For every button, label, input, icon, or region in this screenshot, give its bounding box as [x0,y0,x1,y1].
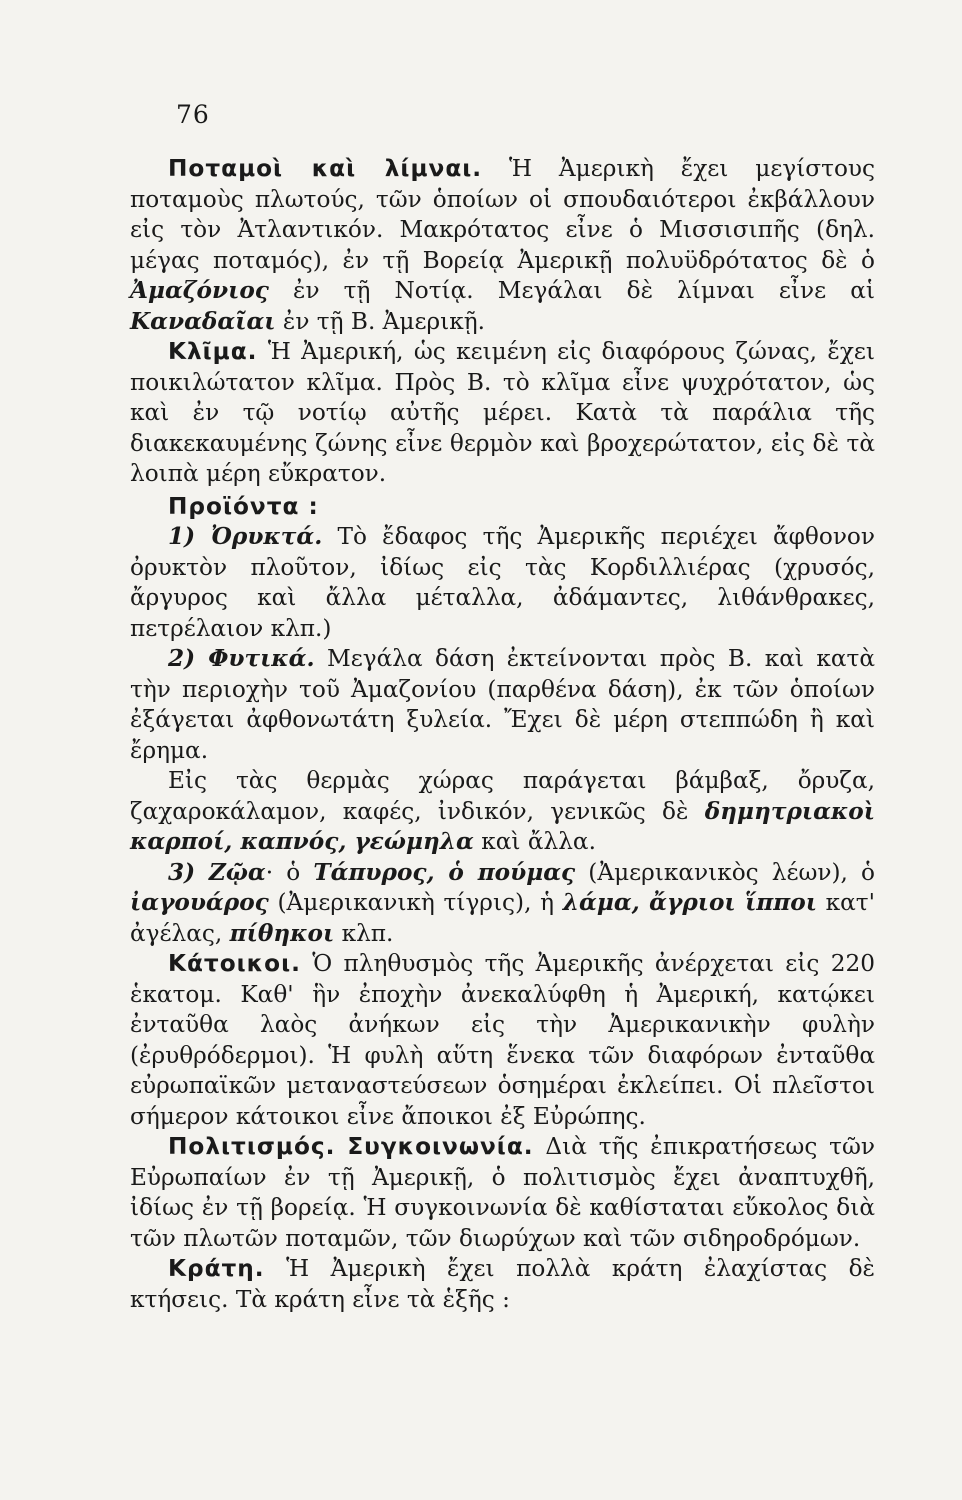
civilization-paragraph [130,1132,875,1254]
minerals-paragraph [130,522,875,644]
inhabitants-paragraph [130,949,875,1132]
civilization-heading: Πολιτισμός. [168,1133,336,1160]
states-text: Ἡ Ἀμερικὴ ἔχει πολλὰ κράτη ἐλαχίστας δὲ κτήσεις. Τὰ κράτη εἶνε τὰ ἑξῆς : [130,1255,875,1313]
states-heading: Κράτη. [168,1255,265,1282]
plants-text-2a: Εἰς τὰς θερμὰς χώρας παράγεται βάμβαξ, ὄρυζα, ζαχαροκάλαμον, καφές, ἰνδικόν, γενικῶς δὲ [130,767,875,825]
animals-text-2: (Ἀμερικανικὸς λέων), ὁ [575,858,875,886]
animals-emphasis-1: Τάπυρος, ὁ πούμας [313,858,576,886]
rivers-text-2: ἐν τῇ Νοτίᾳ. Μεγάλαι δὲ λίμναι εἶνε αἱ [268,277,875,304]
rivers-text-3: ἐν τῇ Β. Ἀμερικῇ. [275,307,485,335]
rivers-emphasis-amazon: Ἀμαζόνιος [130,277,269,304]
communication-heading: Συγκοινωνία. [347,1133,534,1160]
animals-emphasis-2: ἰαγουάρος [130,889,269,916]
plants-text: Μεγάλα δάση ἐκτείνονται πρὸς Β. καὶ κατὰ τὴν περιοχὴν τοῦ Ἀμαζονίου (παρθένα δάση), ἐκ τῶν ὁποίων ἐξάγεται ἀφθονωτάτη ξυλεία. Ἔχει δὲ μέρη στεππώδη ἢ καὶ ἔρημα. [130,645,875,764]
plants-paragraph-2 [130,766,875,858]
plants-label: 2) Φυτικά. [168,645,315,672]
rivers-text-1: Ἡ Ἀμερικὴ ἔχει μεγίστους ποταμοὺς πλωτούς, τῶν ὁποίων οἱ σπουδαιότεροι ἐκβάλλουν εἰς τὸν Ἀτλαντικόν. Μακρότατος εἶνε ὁ Μισσισιπῆς (δηλ. μέγας ποταμός), ἐν τῇ Βορείᾳ Ἀμερικῇ πολυϋδρότατος δὲ ὁ [130,155,875,274]
climate-text: Ἡ Ἀμερική, ὡς κειμένη εἰς διαφόρους ζώνας, ἔχει ποικιλώτατον κλῖμα. Πρὸς Β. τὸ κλῖμα εἶνε ψυχρότατον, ὡς καὶ ἐν τῷ νοτίῳ αὐτῆς μέρει. Κατὰ τὰ παράλια τῆς διακεκαυμένης ζώνης εἶνε θερμὸν καὶ βροχερώτατον, εἰς δὲ τὰ λοιπὰ μέρη εὔκρατον. [130,338,875,487]
animals-emphasis-3: λάμα, ἄγριοι ἵπποι [562,889,817,916]
plants-text-2b: καὶ ἄλλα. [473,828,596,855]
minerals-text: Τὸ ἔδαφος τῆς Ἀμερικῆς περιέχει ἄφθονον ὀρυκτὸν πλοῦτον, ἰδίως εἰς τὰς Κορδιλλιέρας (χρυσός, ἄργυρος καὶ ἄλλα μέταλλα, ἀδάμαντες, λιθάνθρακες, πετρέλαιον κλπ.) [130,523,875,642]
animals-text-5: κλπ. [334,919,394,947]
page-number: 76 [176,100,210,129]
animals-paragraph [130,858,875,950]
rivers-paragraph [130,154,875,337]
states-paragraph [130,1254,875,1315]
animals-text-1: · ὁ [265,858,314,886]
climate-paragraph [130,337,875,490]
plants-emphasis: δημητριακοὶ καρποί, καπνός, γεώμηλα [130,797,875,855]
products-heading-line [130,492,875,523]
plants-paragraph [130,644,875,766]
rivers-emphasis-lakes: Καναδαῖαι [130,307,276,335]
page-text [130,154,875,1315]
products-heading: Προϊόντα : [168,492,319,520]
animals-emphasis-4: πίθηκοι [229,919,335,947]
climate-heading: Κλῖμα. [168,338,258,365]
animals-text-4: κατ' ἀγέλας, [130,889,875,947]
animals-label: 3) Ζῷα [168,858,266,886]
animals-text-3: (Ἀμερικανικὴ τίγρις), ἡ [268,889,563,916]
minerals-label: 1) Ὀρυκτά. [168,523,323,550]
inhabitants-heading: Κάτοικοι. [168,950,301,977]
rivers-heading: Ποταμοὶ καὶ λίμναι. [168,155,483,182]
civilization-text: Διὰ τῆς ἐπικρατήσεως τῶν Εὐρωπαίων ἐν τῇ Ἀμερικῇ, ὁ πολιτισμὸς ἔχει ἀναπτυχθῆ, ἰδίως ἐν τῇ βορείᾳ. Ἡ συγκοινωνία δὲ καθίσταται εὔκολος διὰ τῶν πλωτῶν ποταμῶν, τῶν διωρύχων καὶ τῶν σιδηροδρόμων. [130,1133,875,1252]
inhabitants-text: Ὁ πληθυσμὸς τῆς Ἀμερικῆς ἀνέρχεται εἰς 220 ἑκατομ. Καθ' ἣν ἐποχὴν ἀνεκαλύφθη ἡ Ἀμερική, κατῴκει ἐνταῦθα λαὸς ἀνήκων εἰς τὴν Ἀμερικανικὴν φυλὴν (ἐρυθρόδερμοι). Ἡ φυλὴ αὕτη ἕνεκα τῶν διαφόρων ἐνταῦθα εὐρωπαϊκῶν μεταναστεύσεων ὁσημέραι ἐκλείπει. Οἱ πλεῖστοι σήμερον κάτοικοι εἶνε ἄποικοι ἐξ Εὐρώπης. [130,950,875,1130]
